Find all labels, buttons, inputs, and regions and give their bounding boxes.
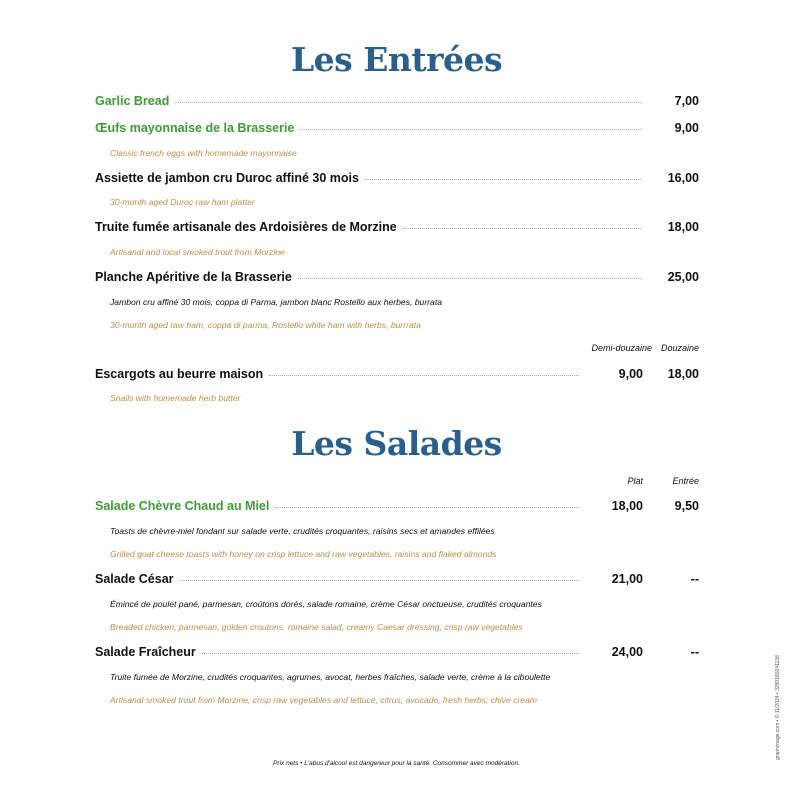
- menu-item-escargots: [95, 367, 699, 383]
- salades-title: Les Salades: [291, 424, 502, 463]
- item-price-entree: 9,50: [674, 499, 699, 513]
- item-desc-en: Artisanal smoked trout from Morzine, crisp raw vegetables and lettuce, citrus, avocado, fresh herbs, chive cream: [110, 695, 538, 705]
- side-credit: graphimage.com • © 11/2024 • 3250180241138: [775, 655, 781, 760]
- dot-leader: [175, 102, 641, 103]
- dot-leader: [275, 507, 579, 508]
- menu-item-salade-fraicheur: [95, 645, 699, 661]
- dot-leader: [365, 179, 641, 180]
- column-header-plat: Plat: [627, 476, 643, 486]
- item-price: 25,00: [667, 270, 699, 284]
- item-name: Salade César: [95, 572, 174, 586]
- item-desc-fr: Émincé de poulet pané, parmesan, croûtons dorés, salade romaine, crème César onctueuse, crudités croquantes: [110, 599, 542, 609]
- item-price-half-dozen: 9,00: [618, 367, 643, 381]
- item-desc-en: Classic french eggs with homemade mayonnaise: [110, 148, 297, 158]
- item-name: Assiette de jambon cru Duroc affiné 30 mois: [95, 171, 359, 185]
- item-price: 9,00: [674, 121, 699, 135]
- dot-leader: [202, 653, 579, 654]
- dot-leader: [403, 228, 641, 229]
- item-name: Œufs mayonnaise de la Brasserie: [95, 121, 295, 135]
- menu-item-salade-chevre: [95, 499, 699, 515]
- item-desc-en: Artisanal and local smoked trout from Morzine: [110, 247, 285, 257]
- item-price: 18,00: [667, 220, 699, 234]
- menu-item-garlic-bread: [95, 94, 699, 110]
- item-price-plat: 24,00: [611, 645, 643, 659]
- dot-leader: [298, 278, 641, 279]
- menu-item-salade-cesar: [95, 572, 699, 588]
- dot-leader: [269, 375, 579, 376]
- item-desc-en: Grilled goat cheese toasts with honey on crisp lettuce and raw vegetables, raisins and flaked almonds: [110, 549, 497, 559]
- entrees-title: Les Entrées: [290, 40, 503, 79]
- item-price-dozen: 18,00: [667, 367, 699, 381]
- item-desc-en: 30-month aged raw ham, coppa di parma, Rostello white ham with herbs, burrrata: [110, 320, 421, 330]
- item-desc-fr: Toasts de chèvre-miel fondant sur salade verte, crudités croquantes, raisins secs et amandes effilées: [110, 526, 495, 536]
- item-price-plat: 18,00: [611, 499, 643, 513]
- dot-leader: [180, 580, 579, 581]
- item-name: Truite fumée artisanale des Ardoisières de Morzine: [95, 220, 397, 234]
- item-price-plat: 21,00: [611, 572, 643, 586]
- item-price-entree: --: [690, 645, 699, 659]
- column-header-demi-douzaine: Demi-douzaine: [591, 343, 652, 353]
- item-name: Garlic Bread: [95, 94, 170, 108]
- item-desc-en: Snails with homemade herb butter: [110, 393, 241, 403]
- item-desc-en: Breaded chicken, parmesan, golden croutons, romaine salad, creamy Caesar dressing, crisp raw vegetables: [110, 622, 523, 632]
- item-desc-en: 30-month aged Duroc raw ham platter: [110, 197, 255, 207]
- column-header-douzaine: Douzaine: [660, 343, 699, 353]
- menu-item-truite-fumee: [95, 220, 699, 236]
- footer-notice: Prix nets • L'abus d'alcool est dangereux pour la santé. Consommer avec modération.: [273, 760, 520, 767]
- dot-leader: [300, 129, 641, 130]
- menu-item-oeufs-mayonnaise: [95, 121, 699, 137]
- item-name: Planche Apéritive de la Brasserie: [95, 270, 292, 284]
- item-price-entree: --: [690, 572, 699, 586]
- item-price: 16,00: [667, 171, 699, 185]
- item-name: Salade Chèvre Chaud au Miel: [95, 499, 270, 513]
- column-header-entree: Entrée: [672, 476, 699, 486]
- menu-item-assiette-jambon: [95, 171, 699, 187]
- menu-item-planche-aperitive: [95, 270, 699, 286]
- item-desc-fr: Truite fumée de Morzine, crudités croquantes, agrumes, avocat, herbes fraîches, salade verte, crème à la ciboulette: [110, 672, 551, 682]
- item-desc-fr: Jambon cru affiné 30 mois, coppa di Parma, jambon blanc Rostello aux herbes, burrata: [110, 297, 442, 307]
- item-price: 7,00: [674, 94, 699, 108]
- item-name: Escargots au beurre maison: [95, 367, 264, 381]
- item-name: Salade Fraîcheur: [95, 645, 196, 659]
